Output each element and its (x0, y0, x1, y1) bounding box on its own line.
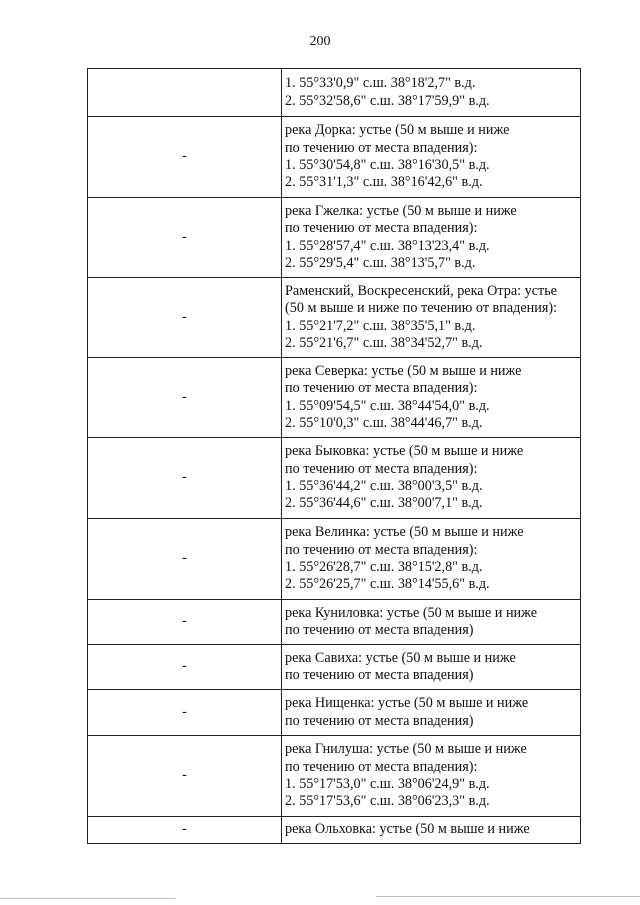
row-description-cell (282, 736, 581, 817)
row-left-value: - (182, 228, 187, 245)
row-left-cell (88, 519, 282, 600)
description-line: 2. 55°10'0,3" с.ш. 38°44'46,7" в.д. (285, 414, 483, 431)
row-left-cell (88, 736, 282, 817)
description-line: по течению от места впадения) (285, 712, 474, 729)
description-line: 1. 55°26'28,7" с.ш. 38°15'2,8" в.д. (285, 559, 483, 575)
table-row (88, 278, 581, 358)
row-description-cell (282, 519, 581, 600)
row-description-cell (282, 690, 581, 736)
description-line: река Быковка: устье (50 м выше и ниже (285, 443, 524, 460)
description-line: по течению от места впадения) (285, 667, 474, 683)
row-description-cell (282, 817, 581, 844)
row-left-cell (88, 198, 282, 278)
row-left-cell (88, 117, 282, 198)
description-line: 2. 55°31'1,3" с.ш. 38°16'42,6" в.д. (285, 174, 483, 191)
description-line: 1. 55°21'7,2" с.ш. 38°35'5,1" в.д. (285, 317, 476, 334)
description-line: по течению от места впадения) (285, 622, 474, 638)
description-line: 1. 55°09'54,5" с.ш. 38°44'54,0" в.д. (285, 397, 490, 414)
scan-edge-line (376, 896, 640, 897)
document-table (87, 68, 581, 844)
row-description-cell (282, 117, 581, 198)
row-left-cell (88, 358, 282, 438)
row-left-value: - (182, 148, 187, 165)
description-line: река Куниловка: устье (50 м выше и ниже (285, 604, 538, 621)
description-line: Раменский, Воскресенский, река Отра: устье (285, 282, 557, 299)
scan-edge-line (0, 898, 175, 899)
row-description-cell (282, 600, 581, 645)
row-left-cell (88, 438, 282, 519)
description-line: 1. 55°30'54,8" с.ш. 38°16'30,5" в.д. (285, 157, 490, 173)
row-left-cell (88, 817, 282, 844)
description-line: по течению от места впадения): (285, 460, 478, 477)
description-line: река Гнилуша: устье (50 м выше и ниже (285, 741, 527, 758)
row-description-cell (282, 278, 581, 358)
description-line: река Ольховка: устье (50 м выше и ниже (285, 821, 530, 838)
table-row (88, 69, 581, 117)
row-left-value: - (182, 388, 187, 405)
description-line: 1. 55°28'57,4" с.ш. 38°13'23,4" в.д. (285, 237, 490, 254)
description-line: (50 м выше и ниже по течению от впадения): (285, 300, 558, 317)
description-line: 1. 55°33'0,9" с.ш. 38°18'2,7" в.д. (285, 75, 476, 92)
description-line: 2. 55°21'6,7" с.ш. 38°34'52,7" в.д. (285, 334, 483, 351)
table-row (88, 736, 581, 817)
row-left-value: - (182, 469, 187, 486)
row-left-cell (88, 600, 282, 645)
row-left-value: - (182, 767, 187, 784)
row-description-cell (282, 198, 581, 278)
table-row (88, 358, 581, 438)
row-left-value: - (182, 550, 187, 567)
table-row (88, 600, 581, 645)
description-line: по течению от места впадения): (285, 220, 478, 237)
description-line: 2. 55°36'44,6" с.ш. 38°00'7,1" в.д. (285, 495, 483, 512)
row-description-cell (282, 358, 581, 438)
description-line: река Савиха: устье (50 м выше и ниже (285, 649, 516, 666)
row-left-value: - (182, 613, 187, 630)
row-description-cell (282, 645, 581, 690)
description-line: 2. 55°32'58,6" с.ш. 38°17'59,9" в.д. (285, 92, 490, 109)
table-body (88, 69, 581, 844)
description-line: река Северка: устье (50 м выше и ниже (285, 362, 522, 379)
table-row (88, 117, 581, 198)
description-line: река Велинка: устье (50 м выше и ниже (285, 524, 524, 541)
row-description-cell (282, 69, 581, 117)
table-row (88, 438, 581, 519)
description-line: по течению от места впадения): (285, 380, 478, 397)
description-line: река Гжелка: устье (50 м выше и ниже (285, 202, 517, 219)
description-line: река Дорка: устье (50 м выше и ниже (285, 122, 510, 139)
table-row (88, 645, 581, 690)
description-line: 2. 55°26'25,7" с.ш. 38°14'55,6" в.д. (285, 576, 490, 593)
row-left-value: - (182, 658, 187, 675)
row-left-cell (88, 69, 282, 117)
table-row (88, 198, 581, 278)
scan-edge-lines (0, 895, 640, 905)
table-row (88, 519, 581, 600)
description-line: по течению от места впадения): (285, 758, 478, 775)
table-row (88, 817, 581, 844)
row-left-value: - (182, 703, 187, 720)
page-number: 200 (309, 34, 331, 49)
description-line: 2. 55°29'5,4" с.ш. 38°13'5,7" в.д. (285, 254, 476, 271)
row-description-cell (282, 438, 581, 519)
row-left-value: - (182, 308, 187, 325)
description-line: по течению от места впадения): (285, 139, 478, 156)
description-line: 1. 55°36'44,2" с.ш. 38°00'3,5" в.д. (285, 478, 483, 494)
row-left-cell (88, 645, 282, 690)
table-row (88, 690, 581, 736)
row-left-value: - (182, 821, 187, 838)
description-line: река Нищенка: устье (50 м выше и ниже (285, 695, 529, 712)
description-line: по течению от места впадения): (285, 541, 478, 558)
description-line: 1. 55°17'53,0" с.ш. 38°06'24,9" в.д. (285, 776, 490, 792)
row-left-cell (88, 690, 282, 736)
row-left-cell (88, 278, 282, 358)
description-line: 2. 55°17'53,6" с.ш. 38°06'23,3" в.д. (285, 793, 490, 810)
